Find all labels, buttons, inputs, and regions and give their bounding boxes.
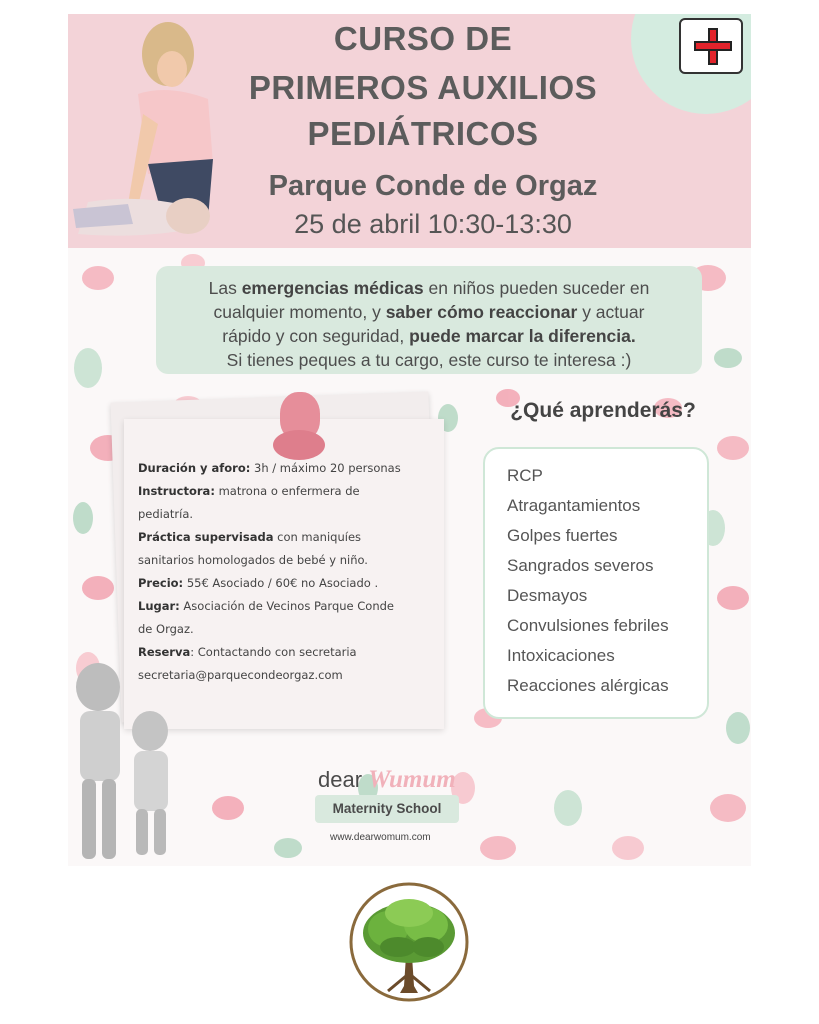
date-time: 25 de abril 10:30-13:30 [294, 209, 572, 239]
detail-duracion: Duración y aforo: 3h / máximo 20 personas [138, 461, 401, 475]
location-title: Parque Conde de Orgaz [268, 170, 598, 202]
list-item: Reacciones alérgicas [507, 676, 669, 695]
poster [68, 14, 751, 866]
baby-manikins-image [68, 659, 193, 866]
detail-instructora-cont: pediatría. [138, 507, 194, 521]
title-line-3: PEDIÁTRICOS [307, 115, 539, 152]
detail-lugar: Lugar: Asociación de Vecinos Parque Conde [138, 599, 395, 613]
intro-line-3: rápido y con seguridad, puede marcar la diferencia. [222, 326, 636, 346]
list-item: Sangrados severos [507, 556, 654, 575]
website-link[interactable]: www.dearwomum.com [330, 832, 431, 843]
detail-practica: Práctica supervisada con maniquíes [138, 530, 362, 544]
list-item: Intoxicaciones [507, 646, 615, 665]
title-line-1: CURSO DE [333, 20, 513, 57]
list-item: RCP [507, 466, 543, 485]
detail-instructora: Instructora: matrona o enfermera de [138, 484, 360, 498]
title-line-2: PRIMEROS AUXILIOS [248, 69, 598, 106]
list-item: Desmayos [507, 586, 588, 605]
learn-title: ¿Qué aprenderás? [510, 399, 696, 422]
detail-lugar-cont: de Orgaz. [138, 622, 194, 636]
detail-precio: Precio: 55€ Asociado / 60€ no Asociado . [138, 576, 379, 590]
detail-practica-cont: sanitarios homologados de bebé y niño. [138, 553, 368, 567]
brand-logo: dear Wumum [318, 766, 456, 793]
push-pin-base [273, 430, 325, 460]
header [68, 14, 751, 248]
detail-reserva: Reserva: Contactando con secretaria [138, 645, 357, 659]
list-item: Golpes fuertes [507, 526, 618, 545]
learn-list [483, 447, 709, 719]
intro-line-2: cualquier momento, y saber cómo reaccionar y actuar [213, 302, 645, 322]
tree-logo-icon [348, 881, 470, 1003]
first-aid-cross-icon [679, 18, 743, 74]
intro-box [156, 266, 702, 374]
maternity-school-badge: Maternity School [315, 795, 459, 823]
intro-line-1: Las emergencias médicas en niños pueden suceder en [208, 278, 650, 298]
intro-line-4: Si tienes peques a tu cargo, este curso te interesa :) [226, 350, 632, 370]
list-item: Atragantamientos [507, 496, 641, 515]
reserva-email[interactable]: secretaria@parquecondeorgaz.com [138, 668, 343, 682]
list-item: Convulsiones febriles [507, 616, 669, 635]
